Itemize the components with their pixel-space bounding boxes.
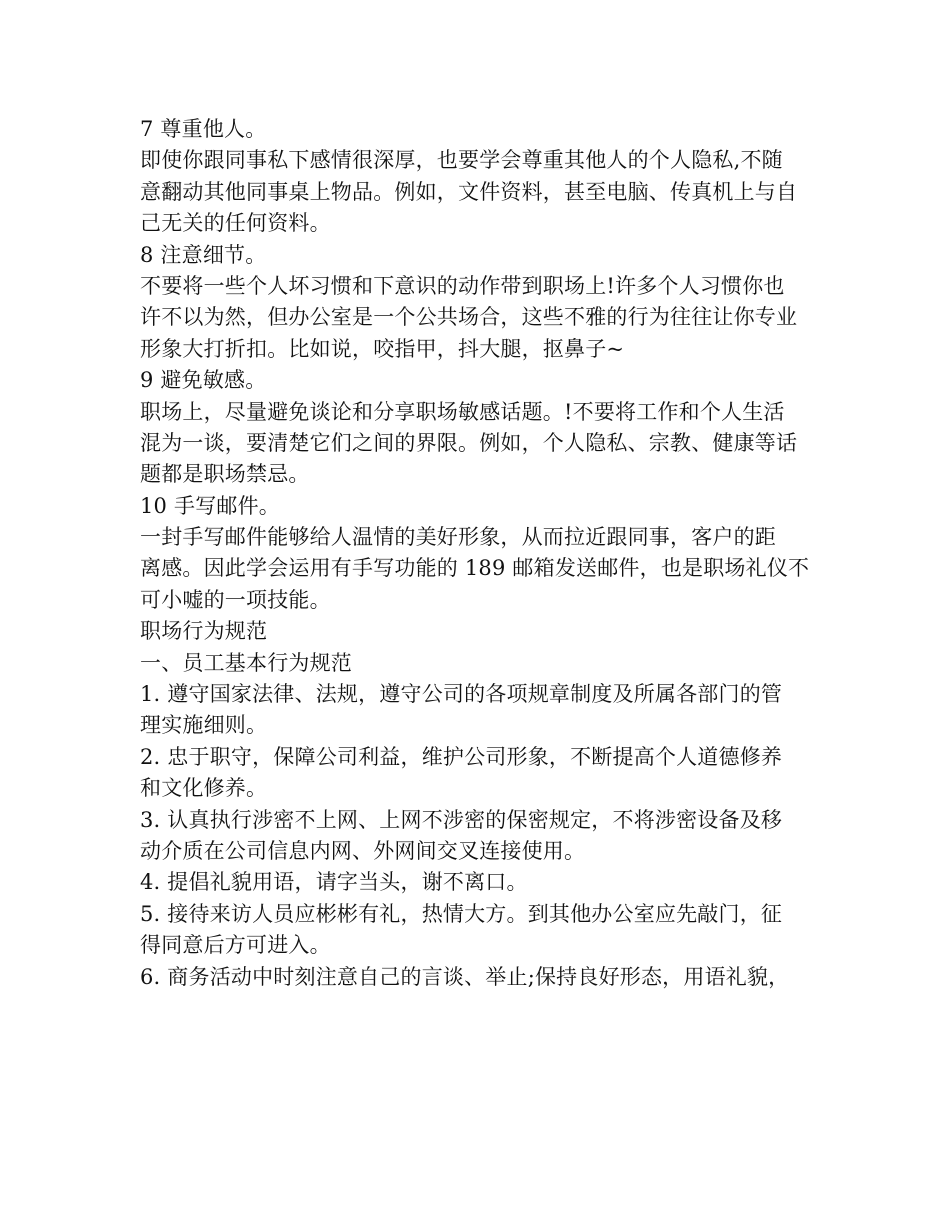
list-item-line: 理实施细则。 xyxy=(140,713,268,738)
paragraph-line: 许不以为然，但办公室是一个公共场合，这些不雅的行为往往让你专业 xyxy=(140,305,798,330)
list-item-line: 6. 商务活动中时刻注意自己的言谈、举止;保持良好形态，用语礼貌， xyxy=(140,964,790,989)
section-heading-10: 10 手写邮件。 xyxy=(140,493,280,518)
paragraph-line: 混为一谈，要清楚它们之间的界限。例如，个人隐私、宗教、健康等话 xyxy=(140,430,798,455)
paragraph-line: 己无关的任何资料。 xyxy=(140,211,331,236)
paragraph-line: 题都是职场禁忌。 xyxy=(140,462,310,487)
section-heading-7: 7 尊重他人。 xyxy=(140,117,267,141)
list-item-line: 得同意后方可进入。 xyxy=(140,933,331,958)
list-item-line: 2. 忠于职守，保障公司利益，维护公司形象，不断提高个人道德修养 xyxy=(140,744,783,769)
section-heading-8: 8 注意细节。 xyxy=(140,242,267,267)
paragraph-line: 即使你跟同事私下感情很深厚，也要学会尊重其他人的个人隐私,不随 xyxy=(140,148,783,173)
list-item-line: 4. 提倡礼貌用语，请字当头，谢不离口。 xyxy=(140,870,528,895)
list-item-line: 1. 遵守国家法律、法规，遵守公司的各项规章制度及所属各部门的管 xyxy=(140,682,783,707)
section-heading-9: 9 避免敏感。 xyxy=(140,368,267,393)
paragraph-line: 可小嘘的一项技能。 xyxy=(140,587,331,612)
paragraph-line: 不要将一些个人坏习惯和下意识的动作带到职场上!许多个人习惯你也 xyxy=(140,273,785,298)
paragraph-line: 形象大打折扣。比如说，咬指甲，抖大腿，抠鼻子~ xyxy=(140,336,625,361)
list-item-line: 和文化修养。 xyxy=(140,776,268,801)
paragraph-line: 一封手写邮件能够给人温情的美好形象，从而拉近跟同事，客户的距 xyxy=(140,525,776,550)
list-item-line: 3. 认真执行涉密不上网、上网不涉密的保密规定，不将涉密设备及移 xyxy=(140,807,783,832)
paragraph-line: 离感。因此学会运用有手写功能的 189 邮箱发送邮件，也是职场礼仪不 xyxy=(140,556,810,581)
list-item-line: 动介质在公司信息内网、外网间交叉连接使用。 xyxy=(140,838,586,863)
section-title: 职场行为规范 xyxy=(140,619,268,644)
subsection-title: 一、员工基本行为规范 xyxy=(140,650,352,675)
document-body xyxy=(140,114,820,993)
list-item-line: 5. 接待来访人员应彬彬有礼，热情大方。到其他办公室应先敲门，征 xyxy=(140,901,783,926)
paragraph-line: 意翻动其他同事桌上物品。例如，文件资料，甚至电脑、传真机上与自 xyxy=(140,179,798,204)
paragraph-line: 职场上，尽量避免谈论和分享职场敏感话题。!不要将工作和个人生活 xyxy=(140,399,785,424)
